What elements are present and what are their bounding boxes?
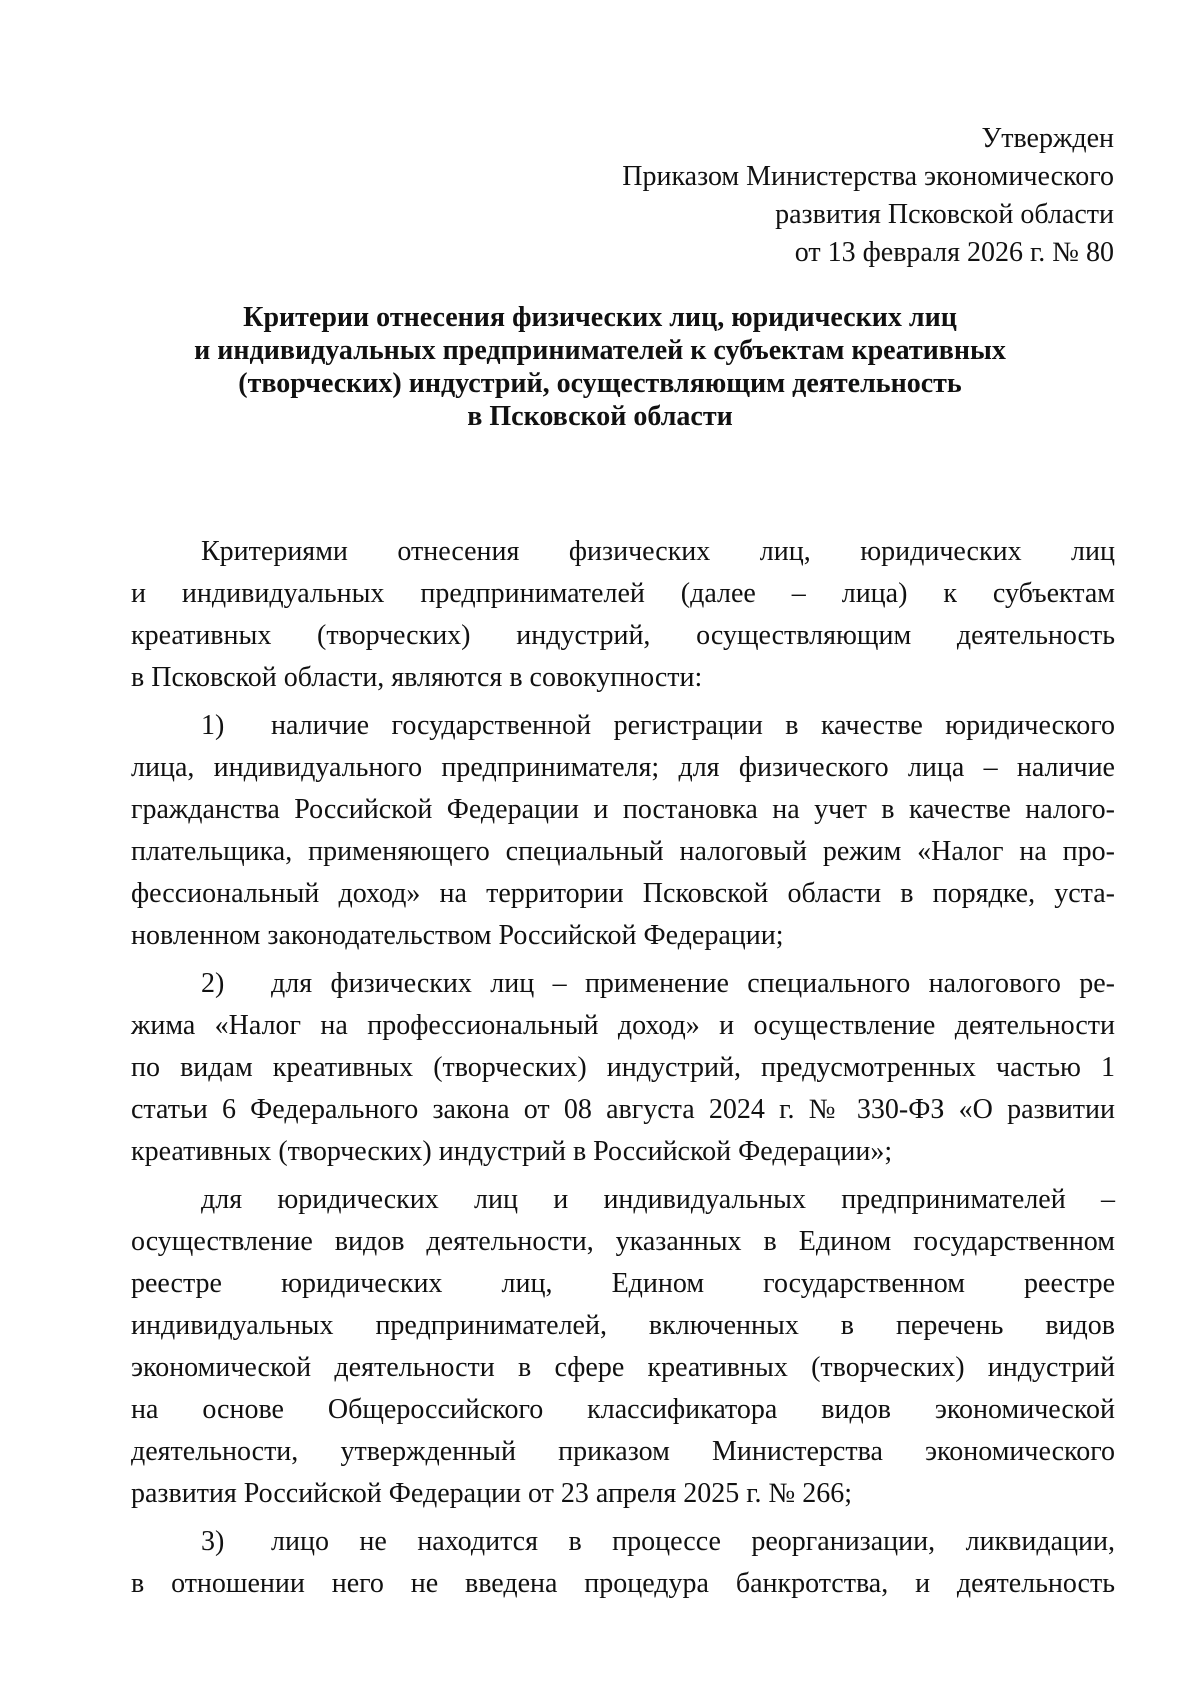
criterion-3-line-1: [131, 1521, 1115, 1563]
criterion-1-text-1: наличие государственной регистрации в качестве юридического: [271, 710, 1115, 741]
criterion-3: [131, 1521, 1115, 1605]
criterion-2b-line-5: экономической деятельности в сфере креативных (творческих) индустрий: [131, 1352, 1115, 1383]
intro-line-4: в Псковской области, являются в совокупности:: [131, 662, 703, 693]
criterion-1-number: 1): [201, 710, 225, 741]
intro-line-1: Критериями отнесения физических лиц, юридических лиц: [201, 536, 1115, 567]
approval-stamp: [622, 120, 1114, 272]
criterion-3-text-1: лицо не находится в процессе реорганизации, ликвидации,: [271, 1526, 1115, 1557]
criterion-3-line-2: в отношении него не введена процедура банкротства, и деятельность: [131, 1568, 1115, 1599]
criterion-1-line-1: [131, 705, 1115, 747]
criterion-2b-line-2: осуществление видов деятельности, указанных в Едином государственном: [131, 1226, 1115, 1257]
title-line-4: в Псковской области: [467, 401, 733, 432]
criterion-2-line-5: креативных (творческих) индустрий в Российской Федерации»;: [131, 1136, 893, 1167]
criterion-2-line-1: [131, 963, 1115, 1005]
criterion-1: [131, 705, 1115, 957]
intro-line-2: и индивидуальных предпринимателей (далее – лица) к субъектам: [131, 578, 1115, 609]
criterion-2-text-1: для физических лиц – применение специального налогового ре-: [271, 968, 1115, 999]
title-line-2: и индивидуальных предпринимателей к субъектам креативных: [194, 335, 1006, 366]
criterion-2-line-4: статьи 6 Федерального закона от 08 августа 2024 г. № 330-ФЗ «О развитии: [131, 1094, 1115, 1125]
criterion-2b-line-3: реестре юридических лиц, Едином государственном реестре: [131, 1268, 1115, 1299]
criterion-2b-line-4: индивидуальных предпринимателей, включенных в перечень видов: [131, 1310, 1115, 1341]
criterion-2-line-2: жима «Налог на профессиональный доход» и осуществление деятельности: [131, 1010, 1115, 1041]
criterion-2b-line-7: деятельности, утвержденный приказом Министерства экономического: [131, 1436, 1115, 1467]
approval-line-2: Приказом Министерства экономического: [622, 161, 1114, 192]
criterion-1-line-6: новленном законодательством Российской Федерации;: [131, 920, 784, 951]
criterion-1-line-5: фессиональный доход» на территории Псковской области в порядке, уста-: [131, 878, 1115, 909]
criterion-2b-line-1: для юридических лиц и индивидуальных предпринимателей –: [201, 1184, 1115, 1215]
criterion-2b-line-8: развития Российской Федерации от 23 апреля 2025 г. № 266;: [131, 1478, 853, 1509]
criterion-2b-line-6: на основе Общероссийского классификатора видов экономической: [131, 1394, 1115, 1425]
criterion-1-line-2: лица, индивидуального предпринимателя; для физического лица – наличие: [131, 752, 1115, 783]
criterion-2-legal-entities: [131, 1179, 1115, 1515]
title-line-1: Критерии отнесения физических лиц, юридических лиц: [243, 302, 957, 333]
intro-line-3: креативных (творческих) индустрий, осуществляющим деятельность: [131, 620, 1115, 651]
criterion-3-number: 3): [201, 1526, 225, 1557]
title-line-3: (творческих) индустрий, осуществляющим деятельность: [238, 368, 962, 399]
approval-line-3: развития Псковской области: [775, 199, 1114, 230]
criterion-2: [131, 963, 1115, 1173]
criterion-1-line-3: гражданства Российской Федерации и постановка на учет в качестве налого-: [131, 794, 1115, 825]
document-body: [131, 531, 1115, 1605]
approval-line-4: от 13 февраля 2026 г. № 80: [794, 237, 1114, 268]
criterion-2-line-3: по видам креативных (творческих) индустрий, предусмотренных частью 1: [131, 1052, 1115, 1083]
criterion-1-line-4: плательщика, применяющего специальный налоговый режим «Налог на про-: [131, 836, 1115, 867]
approval-line-1: Утвержден: [981, 123, 1114, 154]
criterion-2-number: 2): [201, 968, 225, 999]
document-title: [130, 301, 1070, 433]
intro-paragraph: [131, 531, 1115, 699]
